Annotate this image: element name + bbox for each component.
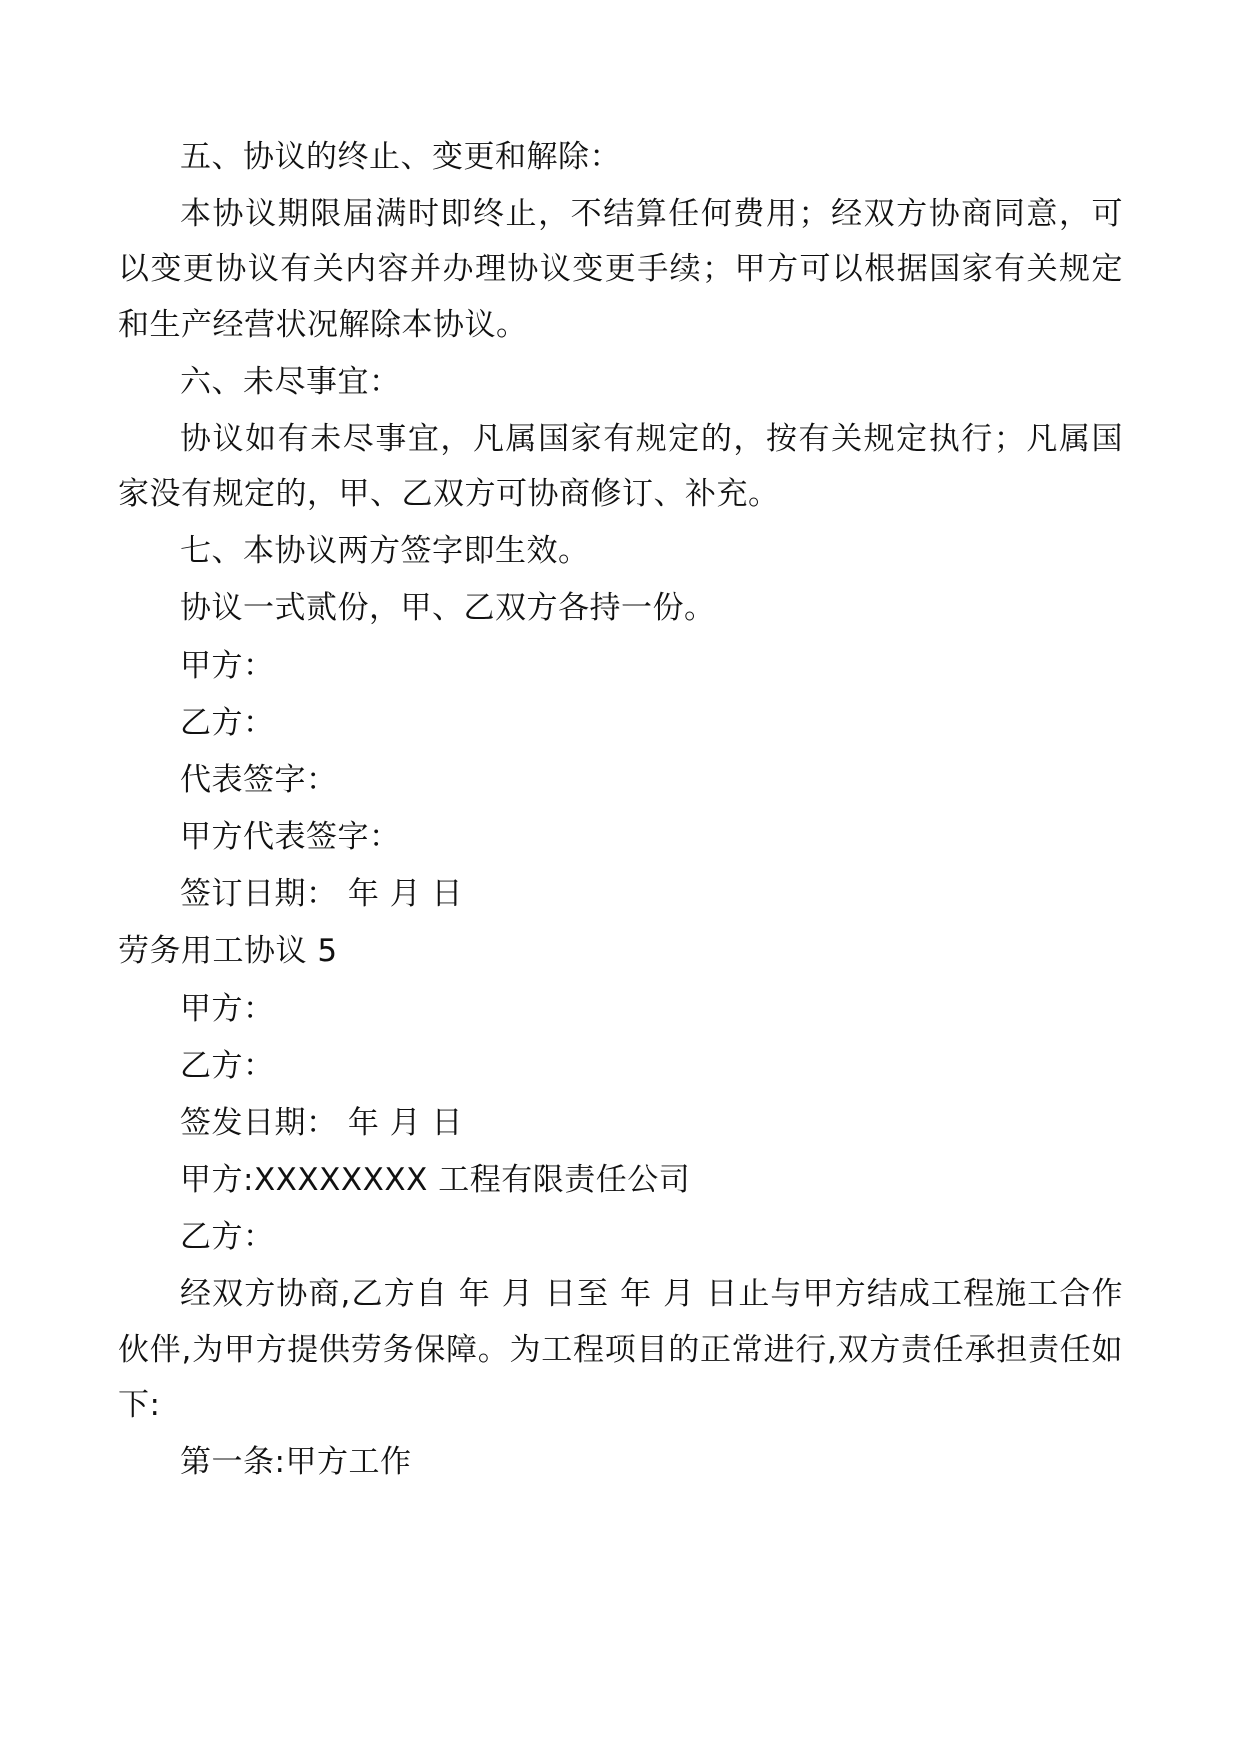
field-party-b: 乙方： [180, 704, 275, 741]
field-issue-date: 签发日期： 年 月 日 [180, 1104, 464, 1141]
document-body [118, 130, 1123, 1490]
paragraph-section-six-content: 协议如有未尽事宜，凡属国家有规定的，按有关规定执行；凡属国家没有规定的，甲、乙双方可协商修订、补充。 [118, 420, 1123, 513]
paragraph-copies: 协议一式贰份，甲、乙双方各持一份。 [180, 590, 716, 627]
field-party-a-representative-signature: 甲方代表签字： [180, 819, 401, 856]
field-party-a-2: 甲方： [180, 990, 275, 1027]
heading-article-one: 第一条:甲方工作 [180, 1443, 412, 1480]
field-signing-date: 签订日期： 年 月 日 [180, 876, 464, 913]
field-party-b-2: 乙方： [180, 1047, 275, 1084]
paragraph-section-seven: 七、本协议两方签字即生效。 [180, 533, 590, 570]
field-party-a-company: 甲方:XXXXXXXX 工程有限责任公司 [180, 1162, 691, 1199]
field-representative-signature: 代表签字： [180, 761, 338, 798]
paragraph-cooperation-terms: 经双方协商,乙方自 年 月 日至 年 月 日止与甲方结成工程施工合作伙伴,为甲方提供劳务保障。为工程项目的正常进行,双方责任承担责任如下: [118, 1276, 1123, 1423]
paragraph-section-five-content: 本协议期限届满时即终止，不结算任何费用；经双方协商同意，可以变更协议有关内容并办理协议变更手续；甲方可以根据国家有关规定和生产经营状况解除本协议。 [118, 196, 1123, 343]
field-party-b-3: 乙方： [180, 1219, 275, 1256]
field-party-a: 甲方： [180, 647, 275, 684]
heading-agreement-five: 劳务用工协议 5 [118, 933, 338, 970]
paragraph-section-five-heading: 五、协议的终止、变更和解除： [180, 139, 621, 175]
paragraph-section-six-heading: 六、未尽事宜： [180, 363, 401, 400]
